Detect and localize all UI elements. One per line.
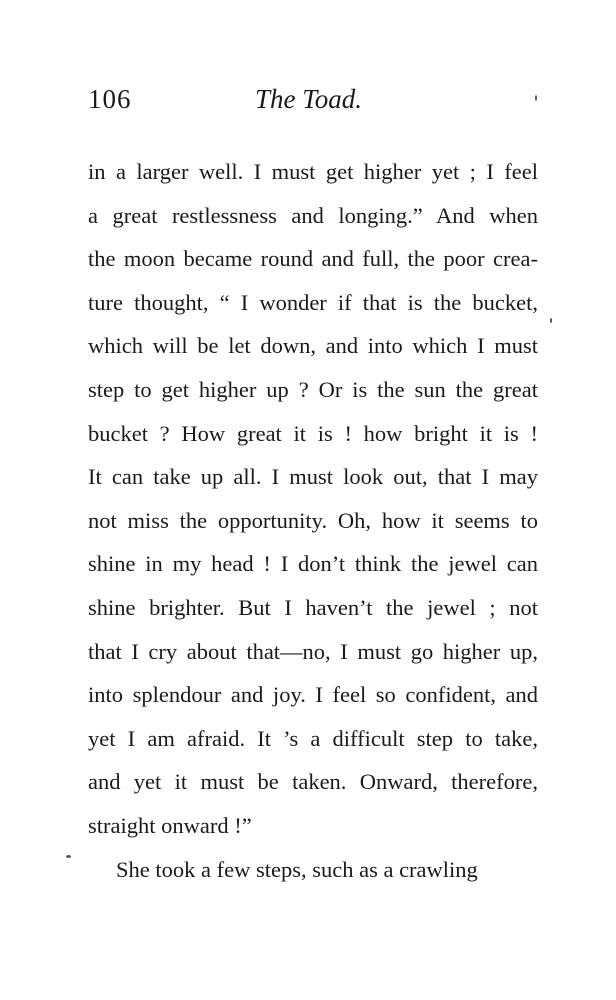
text-line: a great restlessness and longing.” And when xyxy=(88,202,538,228)
page-number: 106 xyxy=(88,84,132,114)
text-line: yet I am afraid. It ’s a difficult step to take, xyxy=(88,725,538,751)
text-line: shine in my head ! I don’t think the jewel can xyxy=(88,551,538,577)
text-line: bucket ? How great it is ! how bright it is ! xyxy=(88,420,538,446)
print-speck xyxy=(550,318,552,323)
paragraph-first-line: She took a few steps, such as a crawling xyxy=(116,856,478,882)
body-text xyxy=(88,150,538,891)
text-line: the moon became round and full, the poor crea- xyxy=(88,246,538,272)
text-line: not miss the opportunity. Oh, how it seems to xyxy=(88,507,538,533)
text-line: and yet it must be taken. Onward, therefore, xyxy=(88,769,538,795)
text-line: step to get higher up ? Or is the sun the great xyxy=(88,376,538,402)
text-line: ture thought, “ I wonder if that is the bucket, xyxy=(88,289,538,315)
print-speck xyxy=(66,855,71,858)
text-line: straight onward !” xyxy=(88,812,252,838)
print-speck xyxy=(535,95,537,101)
page-header xyxy=(0,84,616,124)
text-line: shine brighter. But I haven’t the jewel ; not xyxy=(88,594,538,620)
text-line: into splendour and joy. I feel so confident, and xyxy=(88,682,538,708)
text-line: which will be let down, and into which I must xyxy=(88,333,538,359)
text-line: in a larger well. I must get higher yet ; I feel xyxy=(88,159,538,184)
running-title: The Toad. xyxy=(255,84,363,114)
text-line: It can take up all. I must look out, that I may xyxy=(88,464,538,490)
text-line: that I cry about that—no, I must go higher up, xyxy=(88,638,538,664)
